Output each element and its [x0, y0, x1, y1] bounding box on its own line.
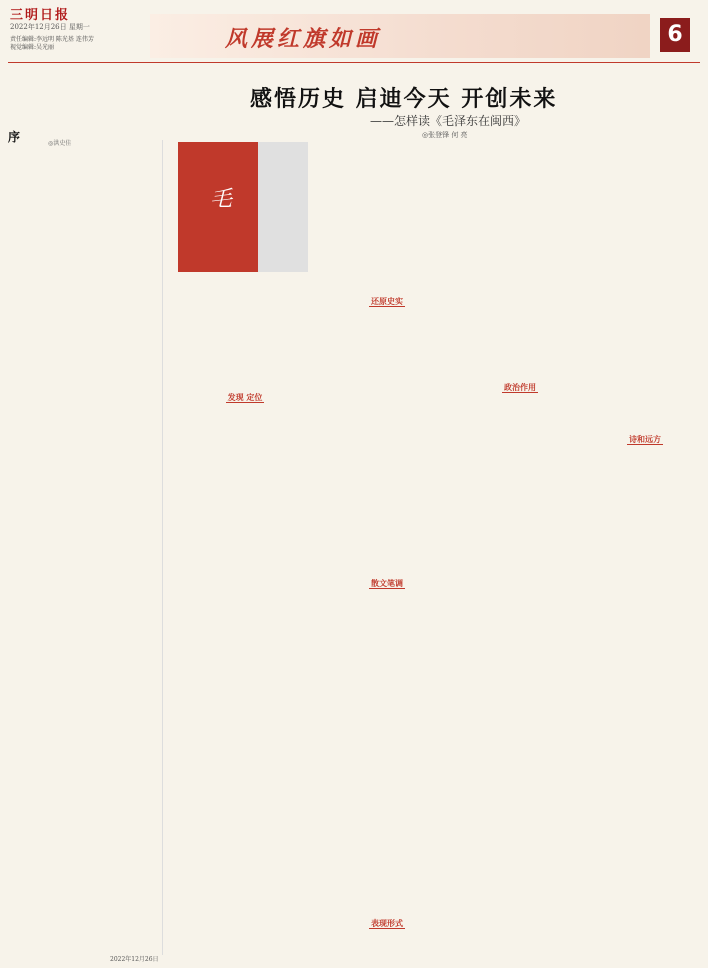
masthead: [0, 0, 708, 62]
preface-column: [8, 118, 158, 958]
header-rule: [8, 62, 700, 63]
editor-credits: 责任编辑:李远明 陈光基 连伟芳 视觉编辑:吴光丽: [10, 36, 94, 51]
section-heading: 诗和远方: [629, 434, 661, 444]
newspaper-logo: 三明日报: [10, 8, 71, 23]
book-cover-red: [178, 142, 258, 272]
section-heading: 发现 定位: [227, 392, 263, 402]
section-title: 风展红旗如画: [225, 26, 382, 52]
page-number: 6: [660, 18, 690, 52]
preface-author: ◎洪史佳: [48, 140, 72, 147]
book-cover-image: [178, 142, 318, 292]
section-heading: 散文笔调: [371, 578, 403, 588]
book-cover-back: [258, 142, 308, 272]
issue-date: 2022年12月26日 星期一: [10, 23, 90, 31]
book-cover-calligraphy: 毛: [210, 187, 233, 212]
article-headline: 感悟历史 启迪今天 开创未来: [250, 86, 558, 112]
section-heading: 还原史实: [371, 296, 403, 306]
article-byline: ◎张登锋 何 亮: [422, 131, 468, 139]
footer-date: 2022年12月26日: [110, 956, 159, 963]
section-heading: 表现形式: [371, 918, 403, 928]
preface-title: 序: [8, 130, 21, 144]
article-subhead: ——怎样读《毛泽东在闽西》: [370, 114, 527, 128]
section-heading: 政治作用: [504, 382, 536, 392]
column-divider: [162, 140, 163, 955]
